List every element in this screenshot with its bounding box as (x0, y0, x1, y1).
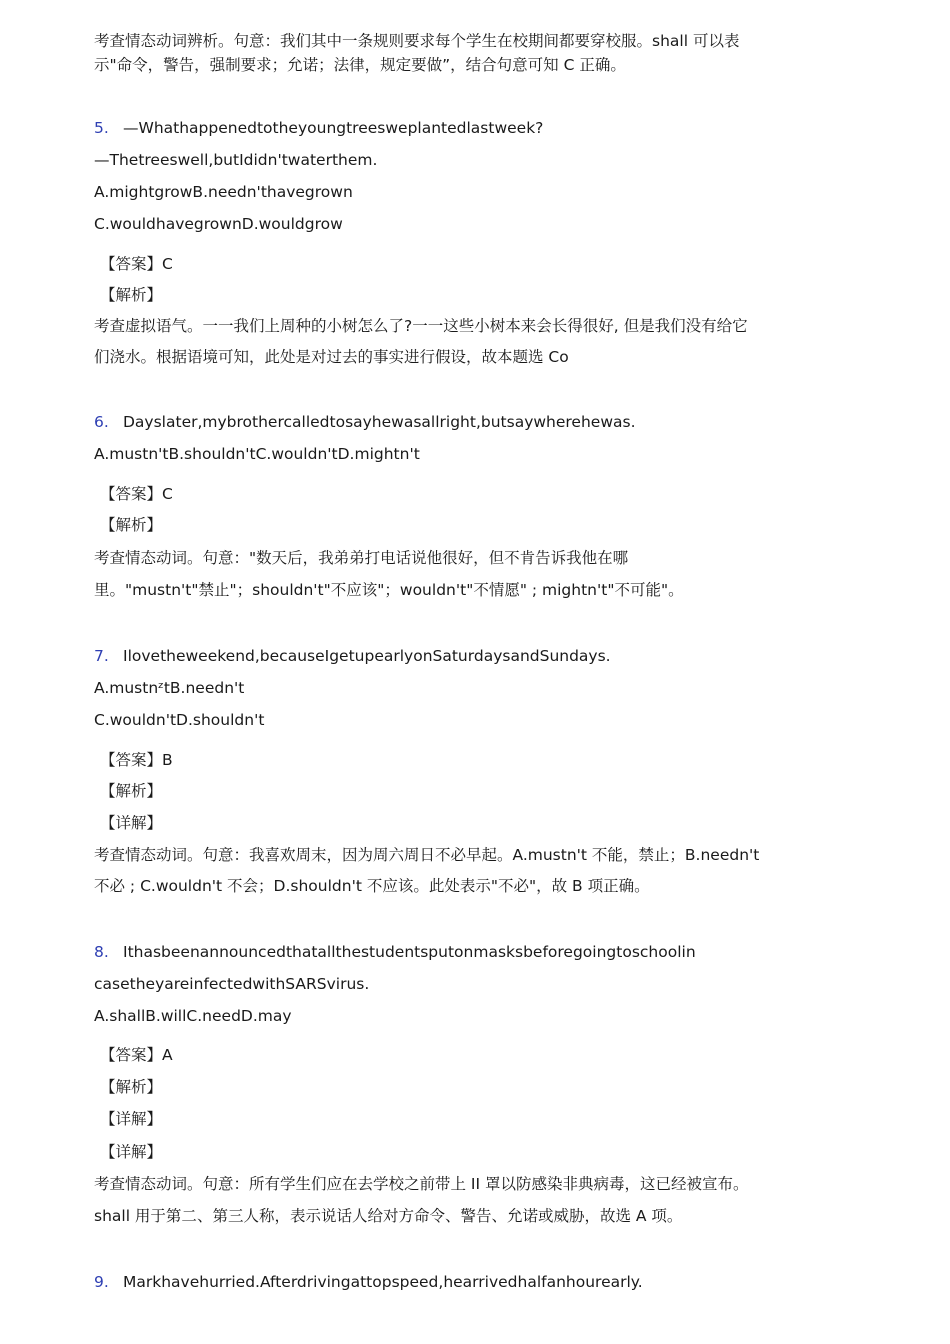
question-8-explanation-1: 考查情态动词。句意：所有学生们应在去学校之前带上 II 罩以防感染非典病毒，这已经被宣布。 (94, 1175, 749, 1193)
question-5-answer: 【答案】C (100, 255, 173, 273)
question-number: 6. (94, 413, 109, 431)
question-8-stem (94, 942, 696, 962)
question-text: Ilovetheweekend,becauseIgetupearlyonSaturdaysandSundays. (123, 647, 611, 665)
question-8-answer: 【答案】A (100, 1046, 173, 1064)
question-text: —Whathappenedtotheyoungtreesweplantedlastweek? (123, 119, 544, 137)
question-6-stem (94, 412, 636, 432)
question-8-detail-label-1: 【详解】 (100, 1110, 163, 1128)
question-7-answer: 【答案】B (100, 751, 173, 769)
question-7-explanation-1: 考查情态动词。句意：我喜欢周末，因为周六周日不必早起。A.mustn't 不能，禁止；B.needn't (94, 846, 760, 864)
question-text: Ithasbeenannouncedthatallthestudentsputonmasksbeforegoingtoschoolin (123, 943, 696, 961)
question-7-options-2: C.wouldn'tD.shouldn't (94, 711, 265, 729)
question-5-explanation-1: 考查虚拟语气。一一我们上周种的小树怎么了?一一这些小树本来会长得很好, 但是我们没有给它 (94, 317, 748, 335)
question-6-analysis-label: 【解析】 (100, 516, 163, 534)
question-5-explanation-2: 们浇水。根据语境可知，此处是对过去的事实进行假设，故本题选 Co (94, 348, 569, 366)
question-number: 5. (94, 119, 109, 137)
question-number: 7. (94, 647, 109, 665)
question-5-stem-2: —Thetreeswell,butIdidn'twaterthem. (94, 151, 378, 169)
question-8-explanation-2: shall 用于第二、第三人称，表示说话人给对方命令、警告、允诺或威胁，故选 A 项。 (94, 1207, 683, 1225)
question-7-explanation-2: 不必 ; C.wouldn't 不会；D.shouldn't 不应该。此处表示"不必"，故 B 项正确。 (94, 877, 650, 895)
question-7-detail-label: 【详解】 (100, 814, 163, 832)
question-number: 9. (94, 1273, 109, 1291)
question-9-stem (94, 1272, 643, 1292)
question-5-stem (94, 118, 543, 138)
question-6-explanation-1: 考查情态动词。句意："数天后，我弟弟打电话说他很好，但不肯告诉我他在哪 (94, 549, 629, 567)
question-8-options: A.shallB.willC.needD.may (94, 1007, 292, 1025)
question-6-options: A.mustn'tB.shouldn'tC.wouldn'tD.mightn't (94, 445, 420, 463)
question-7-stem (94, 646, 611, 666)
question-7-options-1: A.mustnᶻtB.needn't (94, 679, 245, 697)
question-text: Dayslater,mybrothercalledtosayhewasallright,butsaywherehewas. (123, 413, 636, 431)
question-5-options-2: C.wouldhavegrownD.wouldgrow (94, 215, 343, 233)
question-5-analysis-label: 【解析】 (100, 286, 163, 304)
question-8-stem-2: casetheyareinfectedwithSARSvirus. (94, 975, 370, 993)
question-number: 8. (94, 943, 109, 961)
question-7-analysis-label: 【解析】 (100, 782, 163, 800)
question-6-answer: 【答案】C (100, 485, 173, 503)
question-8-analysis-label: 【解析】 (100, 1078, 163, 1096)
question-text: Markhavehurried.Afterdrivingattopspeed,hearrivedhalfanhourearly. (123, 1273, 643, 1291)
question-5-options-1: A.mightgrowB.needn'thavegrown (94, 183, 353, 201)
intro-line-1: 考查情态动词辨析。句意：我们其中一条规则要求每个学生在校期间都要穿校服。shall 可以表 (94, 32, 740, 50)
question-8-detail-label-2: 【详解】 (100, 1143, 163, 1161)
intro-line-2: 示"命令，警告，强制要求；允诺；法律，规定要做”，结合句意可知 C 正确。 (94, 56, 626, 74)
question-6-explanation-2: 里。"mustn't"禁止"；shouldn't"不应该"；wouldn't"不情愿" ; mightn't"不可能"。 (94, 581, 684, 599)
